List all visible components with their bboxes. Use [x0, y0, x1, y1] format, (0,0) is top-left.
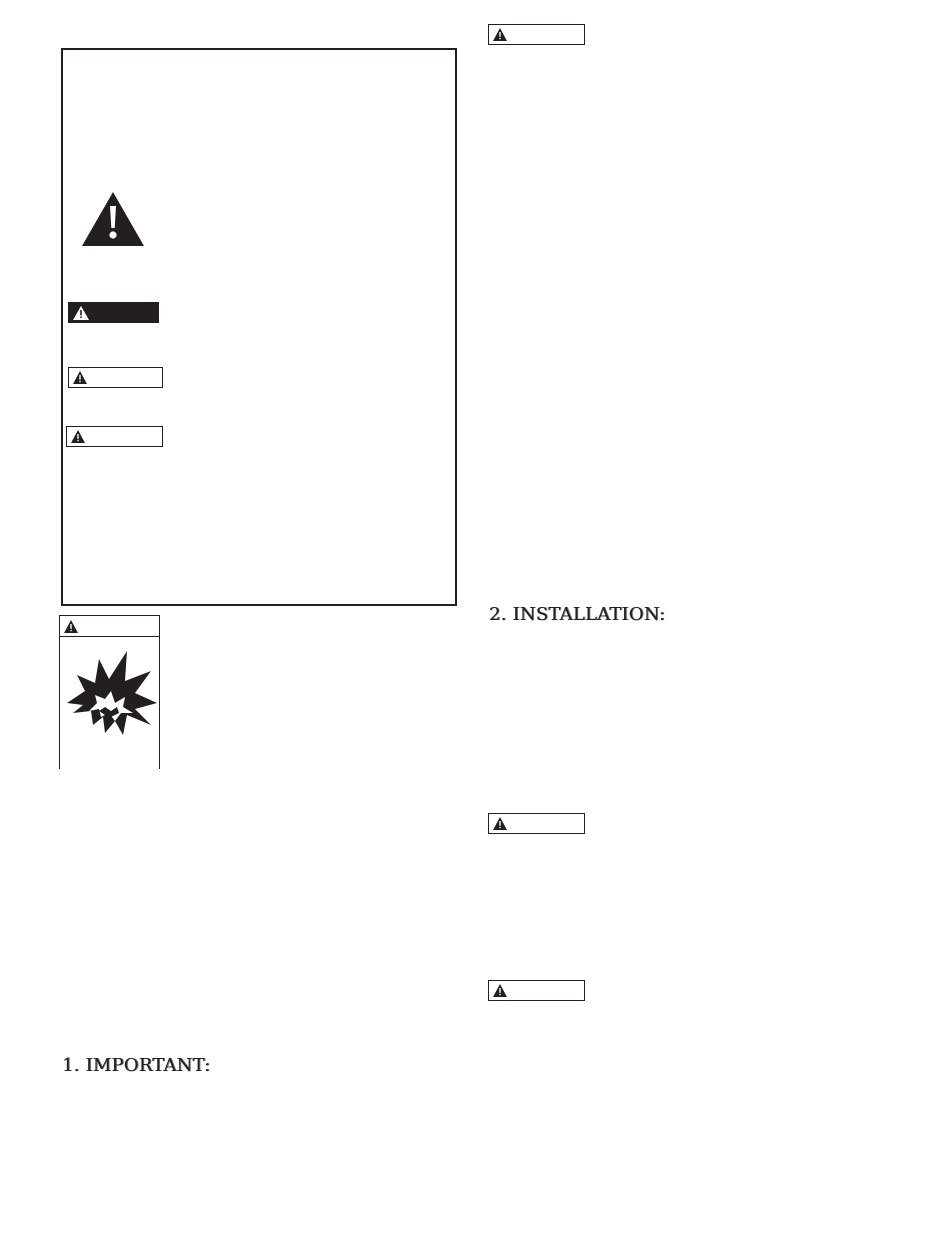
alert-triangle-icon [493, 984, 507, 997]
alert-triangle-icon [73, 371, 87, 384]
explosion-panel-header [59, 615, 160, 637]
warning-signal-label [488, 980, 585, 1001]
alert-triangle-icon [73, 306, 89, 320]
danger-signal-label [68, 302, 159, 323]
section-heading-installation: 2. INSTALLATION: [489, 604, 666, 625]
explosion-hazard-icon [65, 651, 157, 735]
alert-triangle-icon [493, 817, 507, 830]
alert-triangle-icon [493, 28, 507, 41]
warning-signal-label [488, 813, 585, 834]
warning-signal-label [488, 24, 585, 45]
warning-signal-label [68, 367, 163, 388]
panel-rule [159, 637, 160, 769]
alert-triangle-icon [64, 620, 78, 633]
explosion-hazard-panel [59, 615, 161, 769]
section-heading-important: 1. IMPORTANT: [62, 1055, 211, 1076]
alert-triangle-icon [71, 430, 85, 443]
safety-information-box [61, 48, 457, 606]
safety-alert-triangle-icon [82, 192, 144, 246]
caution-signal-label [66, 426, 163, 447]
panel-rule [59, 637, 60, 769]
